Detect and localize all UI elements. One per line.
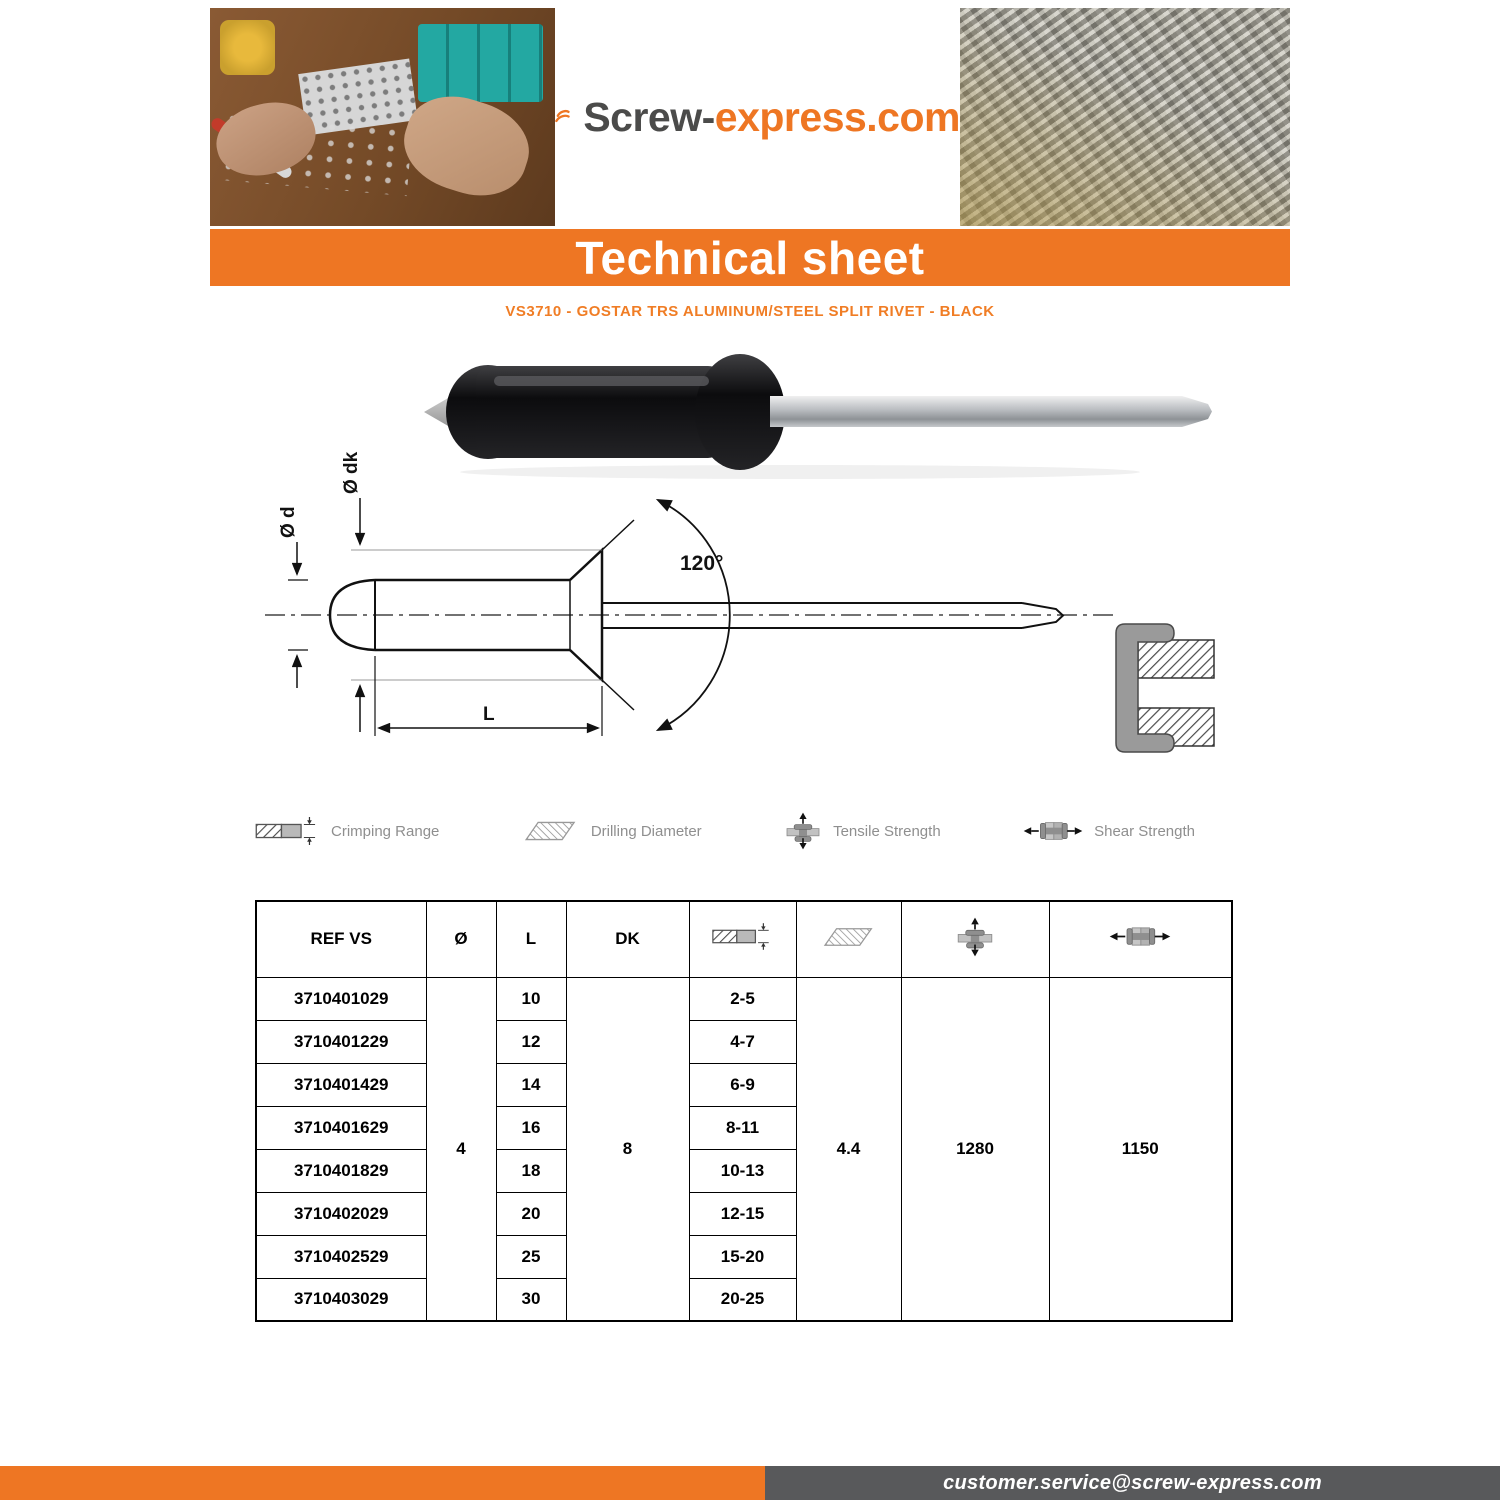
crimp-cell: 15-20: [689, 1235, 796, 1278]
header-length: L: [496, 901, 566, 977]
legend-item-drilling: [521, 818, 702, 844]
legend-label: Tensile Strength: [833, 822, 941, 840]
logo: [555, 8, 960, 226]
shear-cell: 1150: [1049, 977, 1232, 1321]
rivet-technical-drawing: [250, 430, 1260, 780]
table-row: [256, 977, 1232, 1020]
installed-rivet-icon: [1116, 624, 1214, 752]
crimp-cell: 2-5: [689, 977, 796, 1020]
drilling-cell: 4.4: [796, 977, 901, 1321]
ref-cell: 3710403029: [256, 1278, 426, 1321]
length-label: L: [483, 704, 495, 725]
ref-cell: 3710401029: [256, 977, 426, 1020]
legend: [255, 812, 1220, 850]
logo-text-prefix: Screw-: [583, 93, 715, 140]
drilling-diameter-icon: [521, 818, 581, 844]
header-ref: REF VS: [256, 901, 426, 977]
length-cell: 16: [496, 1106, 566, 1149]
shear-strength-icon: [1108, 920, 1172, 953]
tensile-cell: 1280: [901, 977, 1049, 1321]
tensile-strength-icon: [783, 812, 823, 850]
product-subtitle: VS3710 - GOSTAR TRS ALUMINUM/STEEL SPLIT RIVET - BLACK: [505, 303, 995, 320]
length-cell: 10: [496, 977, 566, 1020]
drilling-diameter-icon: [820, 924, 878, 950]
diameter-d-label: Ø d: [278, 506, 299, 538]
swoosh-icon: [555, 86, 571, 148]
diameter-dk-label: Ø dk: [341, 451, 362, 494]
legend-item-crimping: [255, 817, 439, 845]
logo-text: [583, 94, 960, 141]
header-diameter: Ø: [426, 901, 496, 977]
crimp-cell: 20-25: [689, 1278, 796, 1321]
ref-cell: 3710401829: [256, 1149, 426, 1192]
tape-measure-shape: [220, 20, 275, 75]
legend-item-shear: [1022, 815, 1195, 847]
page-title-banner: [210, 229, 1290, 286]
shear-strength-icon: [1022, 815, 1084, 847]
crimp-cell: 6-9: [689, 1063, 796, 1106]
legend-label: Crimping Range: [331, 822, 440, 840]
crimp-cell: 8-11: [689, 1106, 796, 1149]
ref-cell: 3710402529: [256, 1235, 426, 1278]
spec-table: [255, 900, 1233, 1322]
legend-label: Shear Strength: [1094, 822, 1195, 840]
organizer-box-shape: [418, 24, 543, 102]
crimping-range-icon: [712, 923, 774, 950]
length-cell: 12: [496, 1020, 566, 1063]
tensile-strength-icon: [954, 917, 996, 957]
workbench-photo: [210, 8, 555, 226]
crimping-range-icon: [255, 817, 321, 845]
dk-cell: 8: [566, 977, 689, 1321]
legend-label: Drilling Diameter: [590, 822, 702, 840]
legend-item-tensile: [783, 812, 941, 850]
length-cell: 14: [496, 1063, 566, 1106]
diameter-cell: 4: [426, 977, 496, 1321]
angle-label: 120°: [680, 552, 724, 575]
ref-cell: 3710401629: [256, 1106, 426, 1149]
length-cell: 30: [496, 1278, 566, 1321]
header-dk: DK: [566, 901, 689, 977]
footer-orange-stripe: [0, 1466, 765, 1500]
logo-text-suffix: express.com: [714, 93, 960, 140]
length-cell: 25: [496, 1235, 566, 1278]
ref-cell: 3710401429: [256, 1063, 426, 1106]
footer-email[interactable]: customer.service@screw-express.com: [943, 1471, 1322, 1494]
screws-pile-photo: [960, 8, 1290, 226]
header-shear-strength: [1049, 901, 1232, 977]
header-drilling-diameter: [796, 901, 901, 977]
ref-cell: 3710402029: [256, 1192, 426, 1235]
header-crimping-range: [689, 901, 796, 977]
footer-bar: [0, 1466, 1500, 1500]
length-cell: 20: [496, 1192, 566, 1235]
ref-cell: 3710401229: [256, 1020, 426, 1063]
crimp-cell: 4-7: [689, 1020, 796, 1063]
table-header-row: [256, 901, 1232, 977]
header-tensile-strength: [901, 901, 1049, 977]
crimp-cell: 10-13: [689, 1149, 796, 1192]
crimp-cell: 12-15: [689, 1192, 796, 1235]
page-title: Technical sheet: [575, 231, 925, 284]
footer-contact: [765, 1466, 1500, 1500]
length-cell: 18: [496, 1149, 566, 1192]
